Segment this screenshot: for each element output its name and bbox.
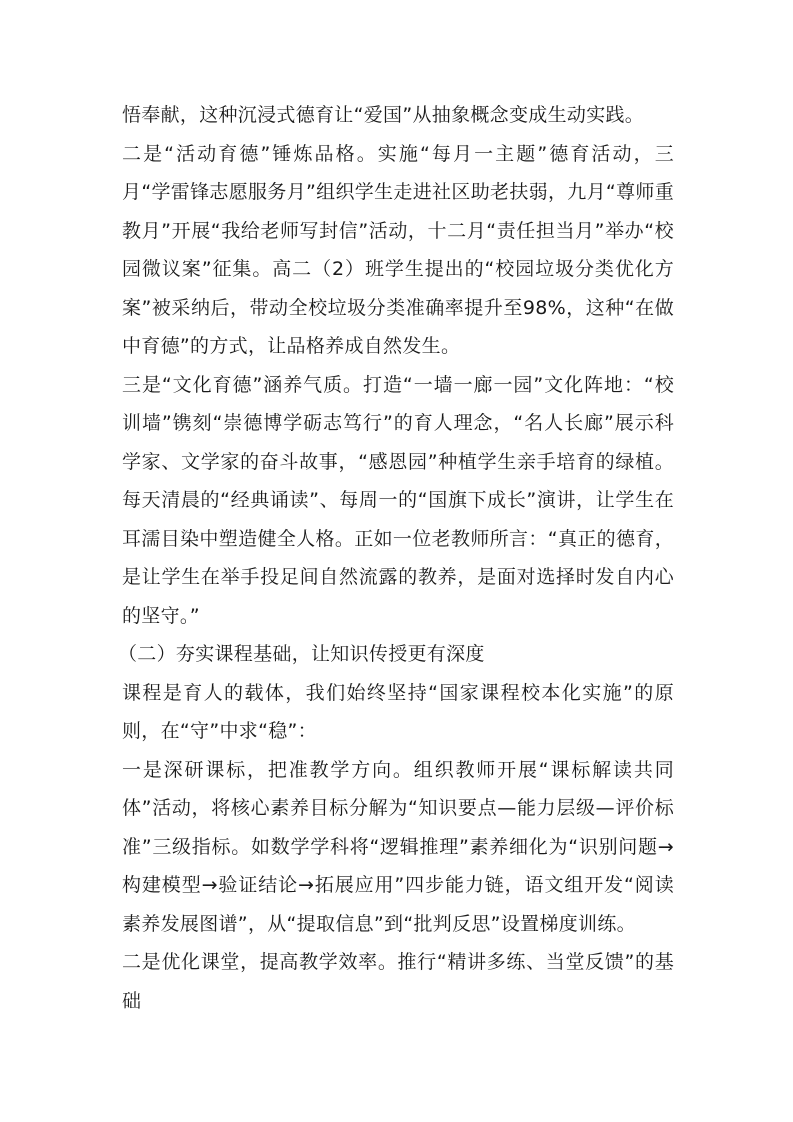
section-heading: （二）夯实课程基础，让知识传授更有深度: [118, 643, 485, 665]
paragraph-1: 悟奉献，这种沉浸式德育让“爱国”从抽象概念变成生动实践。: [122, 104, 645, 126]
document-body: [118, 96, 674, 1020]
paragraph-3: 三是“文化育德”涵养气质。打造“一墙一廊一园”文化阵地：“校训墙”镌刻“崇德博学砺志笃行”的育人理念，“名人长廊”展示科学家、文学家的奋斗故事，“感恩园”种植学生亲手培育的绿植。每天清晨的“经典诵读”、每周一的“国旗下成长”演讲，让学生在耳濡目染中塑造健全人格。正如一位老教师所言：“真正的德育，是让学生在举手投足间自然流露的教养，是面对选择时发自内心的坚守。”: [122, 373, 674, 627]
paragraph-4: 课程是育人的载体，我们始终坚持“国家课程校本化实施”的原则，在“守”中求“稳”：: [122, 681, 674, 742]
paragraph-6: 二是优化课堂，提高教学效率。推行“精讲多练、当堂反馈”的基础: [122, 951, 674, 1012]
paragraph-5: 一是深研课标，把准教学方向。组织教师开展“课标解读共同体”活动，将核心素养目标分解为“知识要点—能力层级—评价标准”三级指标。如数学学科将“逻辑推理”素养细化为“识别问题→构建模型→验证结论→拓展应用”四步能力链，语文组开发“阅读素养发展图谱”，从“提取信息”到“批判反思”设置梯度训练。: [122, 758, 674, 935]
paragraph-2: 二是“活动育德”锤炼品格。实施“每月一主题”德育活动，三月“学雷锋志愿服务月”组织学生走进社区助老扶弱，九月“尊师重教月”开展“我给老师写封信”活动，十二月“责任担当月”举办“校园微议案”征集。高二（2）班学生提出的“校园垃圾分类优化方案”被采纳后，带动全校垃圾分类准确率提升至98%，这种“在做中育德”的方式，让品格养成自然发生。: [122, 142, 674, 357]
